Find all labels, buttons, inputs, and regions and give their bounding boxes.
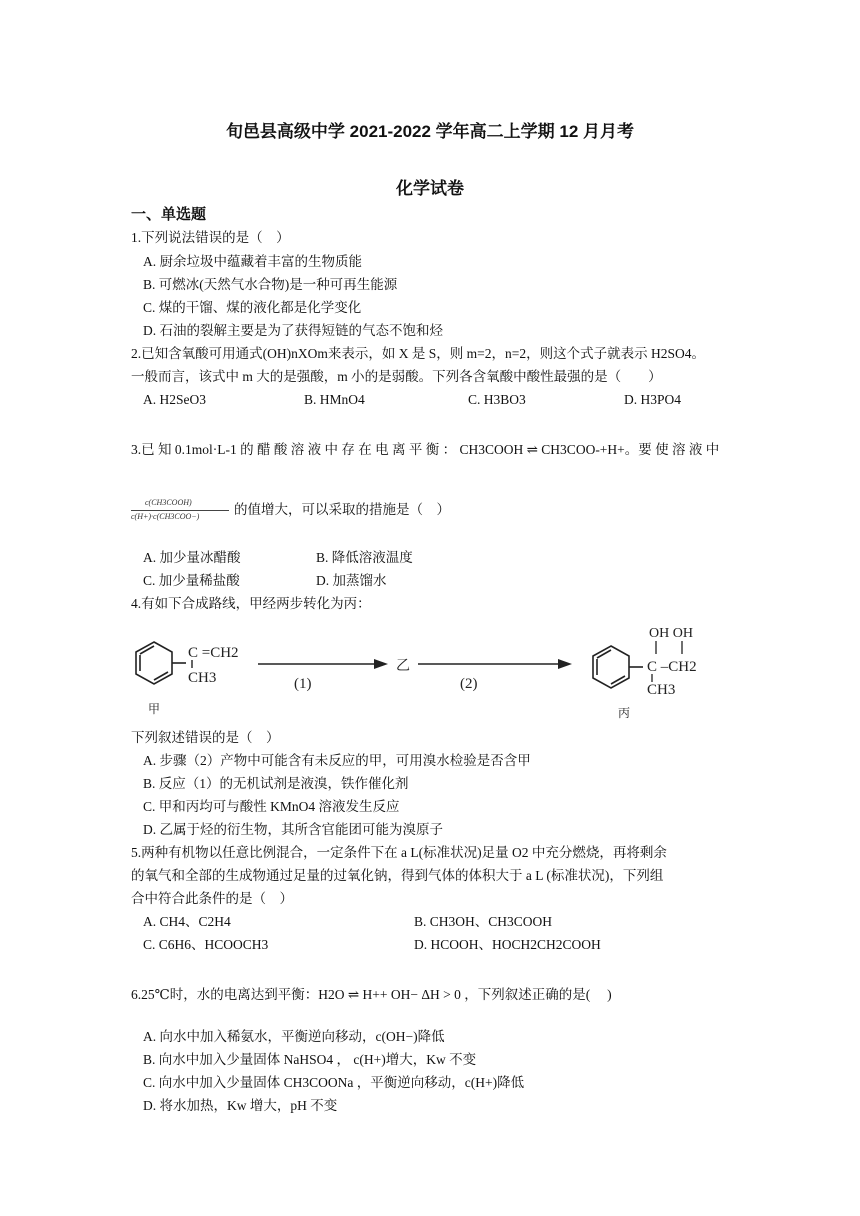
bing-label: 丙: [618, 706, 631, 720]
q5-option-a: A. CH4、C2H4: [143, 914, 231, 929]
synthesis-route-diagram: [126, 620, 726, 720]
exam-subtitle: 化学试卷: [396, 179, 464, 198]
benzene-ring-bing: [593, 646, 643, 688]
q3-option-d: D. 加蒸馏水: [316, 573, 387, 588]
q6-stem: 6.25℃时，水的电离达到平衡：H2O ⇌ H++ OH− ΔH > 0 ，下列叙述正确的是( ): [131, 987, 612, 1002]
q5-line3: 合中符合此条件的是（ ）: [131, 891, 293, 906]
q1-option-b: B. 可燃冰(天然气水合物)是一种可再生能源: [143, 277, 398, 292]
q3-line2: 的值增大，可以采取的措施是（ ）: [234, 502, 450, 517]
q2-line2: 一般而言，该式中 m 大的是强酸，m 小的是弱酸。下列各含氧酸中酸性最强的是（ ）: [131, 369, 662, 384]
q3-fraction-numerator: c(CH3COOH): [145, 498, 192, 507]
jia-group-bottom: CH3: [188, 670, 217, 686]
bing-ch3: CH3: [647, 682, 676, 698]
q3-option-c: C. 加少量稀盐酸: [143, 573, 240, 588]
q5-line2: 的氧气和全部的生成物通过足量的过氧化钠，得到气体的体积大于 a L (标准状况)，下列组: [131, 868, 664, 883]
q3-fraction-bar: [131, 510, 229, 511]
q4-stem2: 下列叙述错误的是（ ）: [131, 730, 280, 745]
q6-option-a: A. 向水中加入稀氨水，平衡逆向移动，c(OH−)降低: [143, 1029, 445, 1044]
q3-fraction-denominator: c(H+)·c(CH3COO−): [131, 512, 200, 521]
q4-option-d: D. 乙属于烃的衍生物，其所含官能团可能为溴原子: [143, 822, 443, 837]
bing-group: C –CH2: [647, 659, 697, 675]
q2-line1: 2.已知含氧酸可用通式(OH)nXOm来表示，如 X 是 S，则 m=2，n=2，则这个式子就表示 H2SO4。: [131, 346, 705, 361]
q4-option-b: B. 反应（1）的无机试剂是液溴，铁作催化剂: [143, 776, 409, 791]
q6-option-b: B. 向水中加入少量固体 NaHSO4 ， c(H+)增大，Kw 不变: [143, 1052, 477, 1067]
q1-stem: 1.下列说法错误的是（ ）: [131, 230, 290, 245]
q5-line1: 5.两种有机物以任意比例混合，一定条件下在 a L(标准状况)足量 O2 中充分燃烧，再将剩余: [131, 845, 667, 860]
yi-label: 乙: [396, 659, 410, 674]
step1-label: (1): [294, 676, 312, 692]
section-heading: 一、单选题: [131, 206, 207, 223]
q3-option-a: A. 加少量冰醋酸: [143, 550, 241, 565]
arrow-step1-head: [374, 659, 388, 669]
exam-title: 旬邑县高级中学 2021-2022 学年高二上学期 12 月月考: [225, 122, 635, 141]
q5-option-d: D. HCOOH、HOCH2CH2COOH: [414, 937, 601, 952]
jia-group-top: C =CH2: [188, 645, 239, 661]
q4-stem: 4.有如下合成路线，甲经两步转化为丙：: [131, 596, 371, 611]
q4-option-c: C. 甲和丙均可与酸性 KMnO4 溶液发生反应: [143, 799, 400, 814]
q2-option-b: B. HMnO4: [304, 392, 365, 407]
arrow-step2-head: [558, 659, 572, 669]
q4-option-a: A. 步骤（2）产物中可能含有未反应的甲，可用溴水检验是否含甲: [143, 753, 531, 768]
q1-option-c: C. 煤的干馏、煤的液化都是化学变化: [143, 300, 362, 315]
q5-option-b: B. CH3OH、CH3COOH: [414, 914, 553, 929]
q1-option-a: A. 厨余垃圾中蕴藏着丰富的生物质能: [143, 254, 362, 269]
q2-option-a: A. H2SeO3: [143, 392, 206, 407]
q5-option-c: C. C6H6、HCOOCH3: [143, 937, 269, 952]
q2-option-c: C. H3BO3: [468, 392, 526, 407]
jia-label: 甲: [148, 702, 161, 716]
q3-option-b: B. 降低溶液温度: [316, 550, 413, 565]
q6-option-c: C. 向水中加入少量固体 CH3COONa ，平衡逆向移动，c(H+)降低: [143, 1075, 525, 1090]
step2-label: (2): [460, 676, 478, 692]
q1-option-d: D. 石油的裂解主要是为了获得短链的气态不饱和烃: [143, 323, 443, 338]
q6-option-d: D. 将水加热，Kw 增大，pH 不变: [143, 1098, 338, 1113]
bing-hydroxyl-groups: OH OH: [649, 626, 693, 641]
q3-line1: 3.已 知 0.1mol·L-1 的 醋 酸 溶 液 中 存 在 电 离 平 衡 ： CH3COOH ⇌ CH3COO-+H+。要 使 溶 液 中: [131, 442, 720, 457]
benzene-ring-jia: [136, 642, 186, 684]
q2-option-d: D. H3PO4: [624, 392, 682, 407]
